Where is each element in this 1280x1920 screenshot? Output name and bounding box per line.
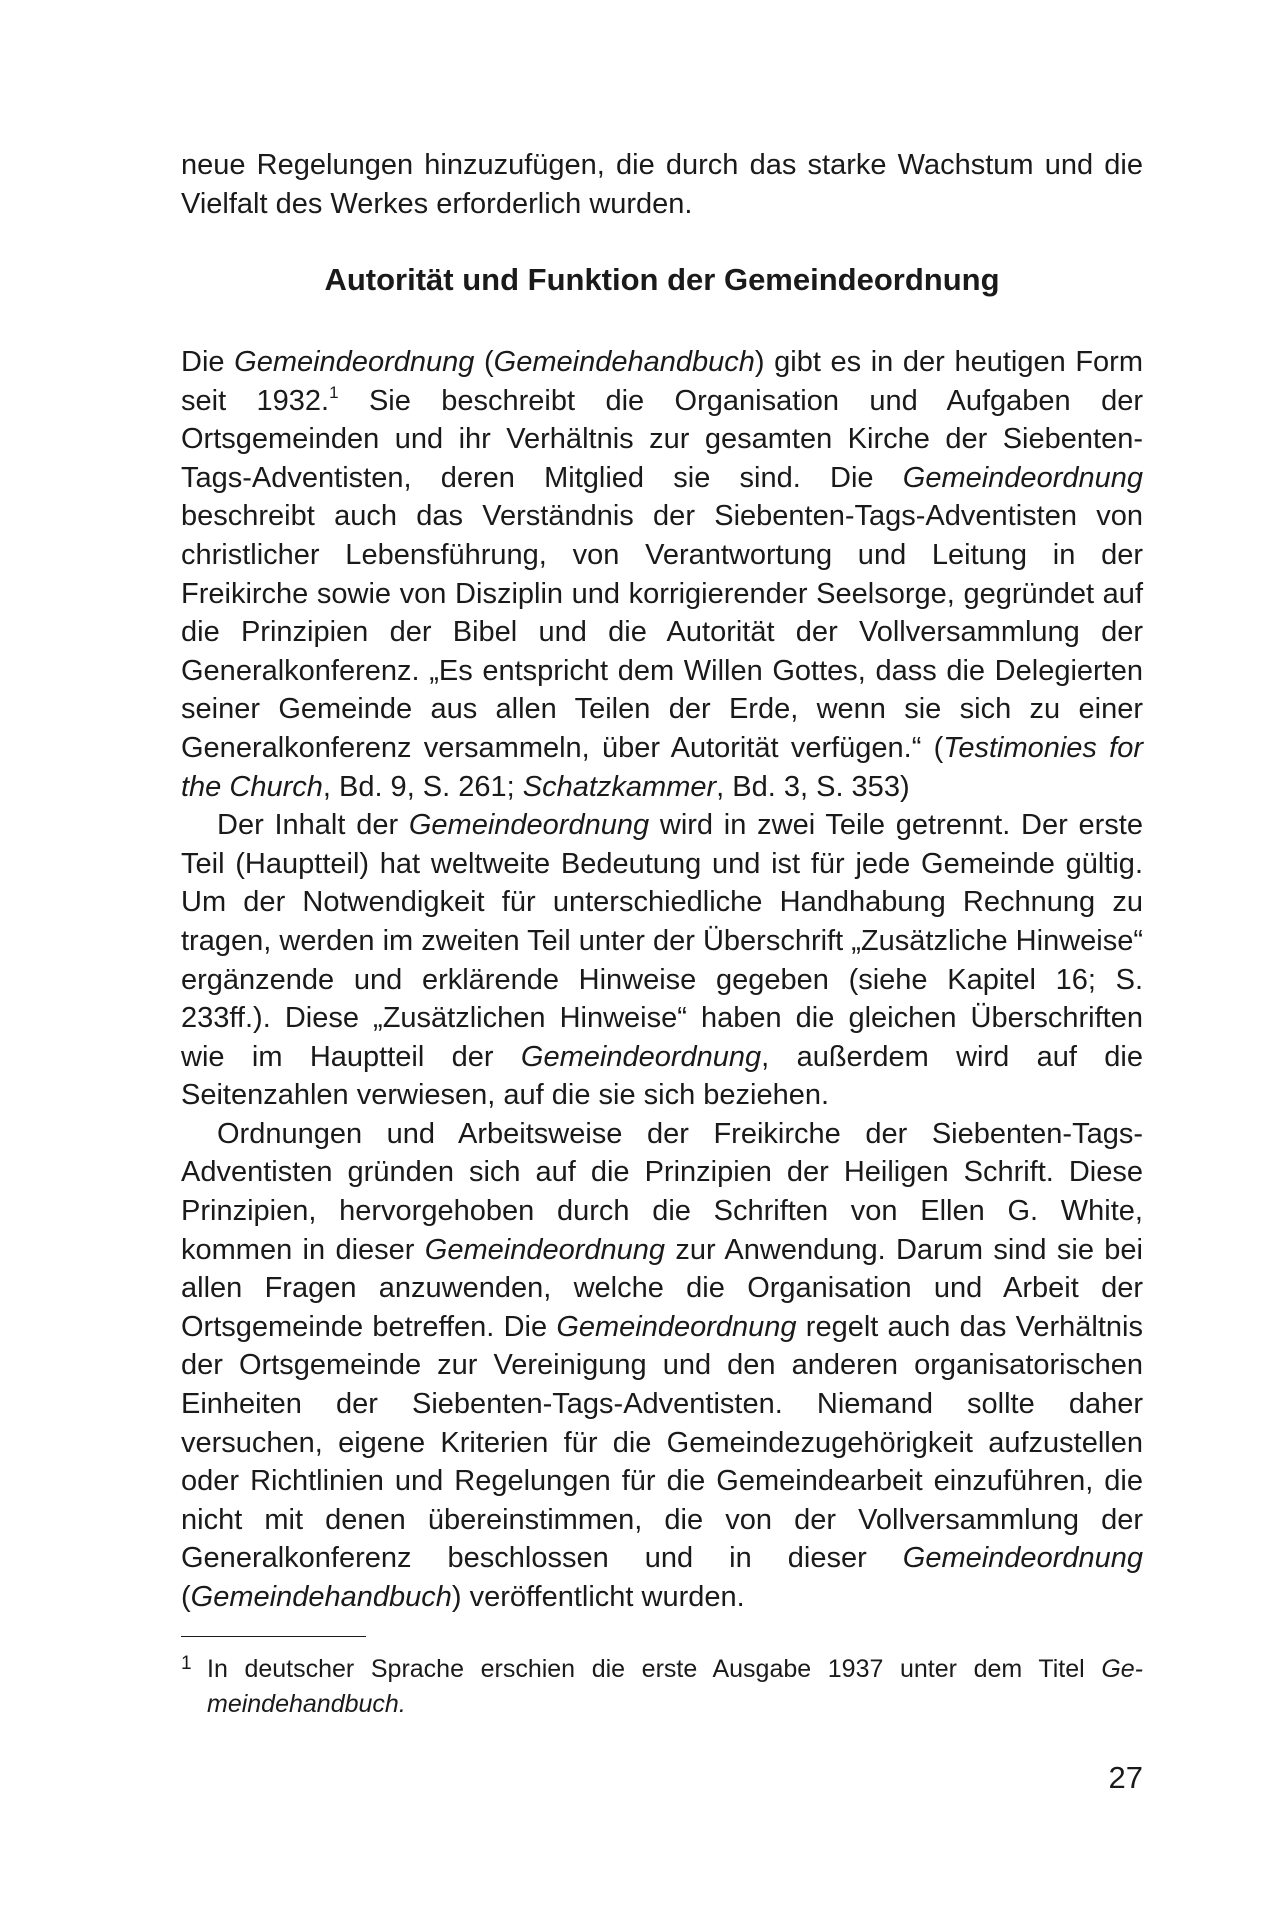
text-span: ( (474, 346, 494, 378)
body-text (181, 343, 1143, 1617)
footnote-divider (181, 1636, 366, 1637)
text-span: Der Inhalt der (217, 809, 409, 842)
italic-title: Gemeindehandbuch (493, 346, 755, 378)
footnote-text (207, 1652, 1143, 1722)
text-span: beschreibt auch das Verständnis der Siebenten-Tags-Adventisten von christlicher Lebensführung, von Verantwortung und Leitung in der Freikirche sowie von Disziplin und korrigierender Seelsorge, gegründet auf die Prinzipien der Bibel und die Autorität der Vollversammlung der Generalkonferenz. „Es entspricht dem Willen Gottes, dass die Delegierten seiner Gemeinde aus allen Teilen der Erde, wenn sie sich zu einer Generalkonferenz versammeln, über Autorität verfügen.“ ( (181, 500, 1143, 764)
paragraph-principles (181, 1115, 1143, 1617)
intro-paragraph: neue Regelungen hinzuzufügen, die durch das starke Wachstum und die Vielfalt des Werkes erforderlich wurden. (181, 149, 1143, 220)
italic-title: Gemeindeordnung (234, 346, 475, 378)
italic-title: Gemeindeordnung (902, 461, 1143, 494)
text-span: zur Anwendung. Darum sind sie bei allen Fragen anzuwenden, welche die Organisation und Arbeit der Ortsgemeinde betreffen. Die (181, 1233, 1143, 1343)
text-span: Die (181, 346, 235, 378)
italic-title: Gemeindeordnung (902, 1542, 1143, 1575)
italic-title: Gemeindehandbuch (190, 1581, 452, 1613)
italic-citation: Testimonies for the Church (181, 731, 1143, 803)
text-span: ( (181, 1581, 191, 1613)
footnote (181, 1652, 1143, 1722)
italic-citation: Schatzkammer (522, 770, 717, 803)
footnote-reference[interactable]: 1 (329, 382, 339, 402)
text-span: Ordnungen und Arbeitsweise der Freikirche der Siebenten-Tags-Adventisten gründen sich auf die Prinzipien der Heiligen Schrift. Diese Prinzipien, hervorgehoben durch die Schriften von Ellen G. White, kommen in dieser (181, 1117, 1143, 1266)
footnote-number: 1 (181, 1653, 192, 1674)
italic-title: Gemeindeordnung (424, 1233, 666, 1266)
text-span: , Bd. 3, S. 353) (716, 770, 910, 803)
text-span: , außerdem wird auf die Seitenzahlen verwiesen, auf die sie sich beziehen. (181, 1040, 1143, 1112)
page-number: 27 (1108, 1760, 1143, 1795)
text-span: wird in zwei Teile getrennt. Der erste Teil (Hauptteil) hat weltweite Bedeutung und ist für jede Gemeinde gültig. Um der Notwendigkeit für unterschiedliche Handhabung Rechnung zu tragen, werden im zweiten Teil unter der Überschrift „Zusätzliche Hinweise“ ergänzende und erklärende Hinweise gegeben (siehe Kapitel 16; S. 233ff.). Diese „Zusätzlichen Hinweise“ haben die gleichen Überschriften wie im Hauptteil der (181, 809, 1143, 1073)
italic-title: Gemeindehandbuch. (207, 1655, 1143, 1718)
text-span: Sie beschreibt die Organisation und Aufgaben der Ortsgemeinden und ihr Verhältnis zur gesamten Kirche der Siebenten-Tags-Adventisten, deren Mitglied sie sind. Die (181, 384, 1143, 494)
italic-title: Gemeindeordnung (556, 1310, 797, 1343)
italic-title: Gemeindeordnung (520, 1040, 762, 1073)
text-span: , Bd. 9, S. 261; (322, 770, 523, 803)
italic-title: Gemeindeordnung (408, 809, 650, 842)
paragraph-content-parts (181, 806, 1143, 1115)
text-span: In deutscher Sprache erschien die erste Ausgabe 1937 unter dem Titel (207, 1655, 1102, 1683)
section-heading: Autorität und Funktion der Gemeindeordnung (324, 262, 1000, 297)
paragraph-authority (181, 343, 1143, 806)
text-span: ) gibt es in der heutigen Form seit 1932. (181, 346, 1143, 417)
text-span: ) veröffentlicht wurden. (451, 1581, 745, 1613)
text-span: regelt auch das Verhältnis der Ortsgemeinde zur Vereinigung und den anderen organisatorischen Einheiten der Siebenten-Tags-Adventisten. Niemand sollte daher versuchen, eigene Kriterien für die Gemeindezugehörigkeit aufzustellen oder Richtlinien und Regelungen für die Gemeindearbeit einzuführen, die nicht mit denen übereinstimmen, die von der Vollversammlung der Generalkonferenz beschlossen und in dieser (181, 1310, 1143, 1575)
